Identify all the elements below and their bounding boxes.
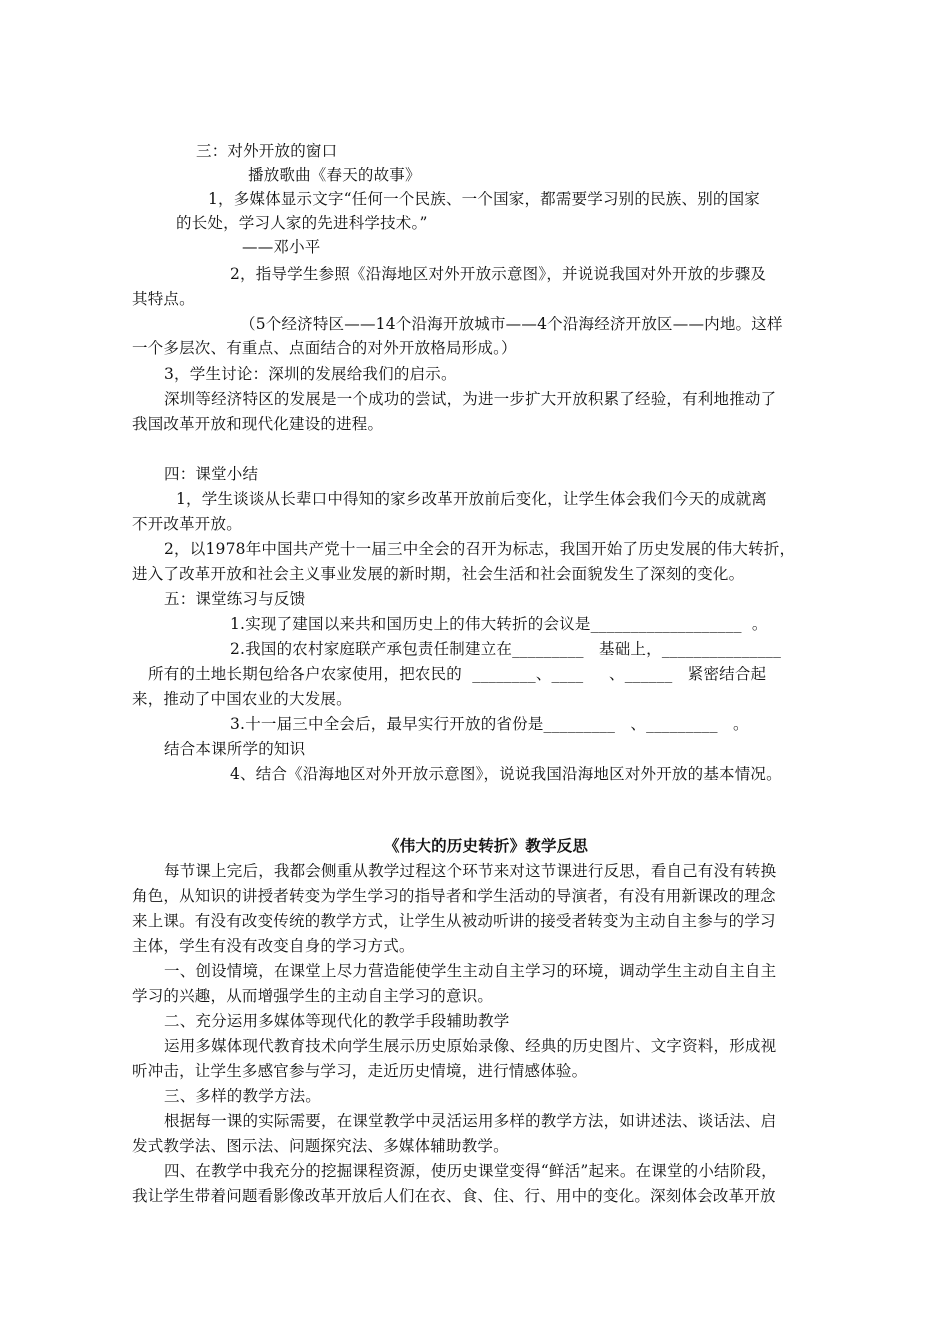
section4-item1-line1: 1，学生谈谈从长辈口中得知的家乡改革开放前后变化，让学生体会我们今天的成就离 [176, 490, 767, 508]
section3-conclusion-line1: 深圳等经济特区的发展是一个成功的尝试，为进一步扩大开放积累了经验，有利地推动了 [164, 390, 777, 408]
reflection-p6-line2: 发式教学法、图示法、问题探究法、多媒体辅助教学。 [132, 1137, 509, 1155]
reflection-p5: 三、多样的教学方法。 [164, 1087, 322, 1105]
section3-conclusion-line2: 我国改革开放和现代化建设的进程。 [132, 415, 384, 433]
section3-attribution: ——邓小平 [242, 238, 321, 256]
section3-item1-line1: 1，多媒体显示文字“任何一个民族、一个国家，都需要学习别的民族、别的国家 [208, 190, 760, 208]
exercise-q3: 3.十一届三中全会后，最早实行开放的省份是_________ 、_________ 。 [230, 715, 749, 733]
reflection-p7-line1: 四、在教学中我充分的挖掘课程资源，使历史课堂变得“鲜活”起来。在课堂的小结阶段， [164, 1162, 777, 1180]
section4-item2-line1: 2，以1978年中国共产党十一届三中全会的召开为标志，我国开始了历史发展的伟大转折， [164, 540, 796, 558]
exercise-q4: 4、结合《沿海地区对外开放示意图》，说说我国沿海地区对外开放的基本情况。 [230, 765, 782, 783]
reflection-p4-line2: 听冲击，让学生多感官参与学习，走近历史情境，进行情感体验。 [132, 1062, 588, 1080]
section4-title: 四：课堂小结 [164, 465, 259, 483]
section4-item1-line2: 不开改革开放。 [132, 515, 242, 533]
exercise-q2-line1: 2.我国的农村家庭联产承包责任制建立在_________ 基础上，_______________ [230, 640, 782, 658]
section3-item2-line2: 其特点。 [132, 290, 195, 308]
section3-note-line2: 一个多层次、有重点、点面结合的对外开放格局形成。） [132, 339, 517, 357]
section3-title: 三：对外开放的窗口 [196, 142, 338, 160]
reflection-p1-line3: 来上课。有没有改变传统的教学方式，让学生从被动听讲的接受者转变为主动自主参与的学习 [132, 912, 776, 930]
reflection-p2-line2: 学习的兴趣，从而增强学生的主动自主学习的意识。 [132, 987, 494, 1005]
section5-title: 五：课堂练习与反馈 [164, 590, 306, 608]
reflection-p1-line1: 每节课上完后，我都会侧重从教学过程这个环节来对这节课进行反思，看自己有没有转换 [164, 862, 777, 880]
reflection-p2-line1: 一、创设情境，在课堂上尽力营造能使学生主动自主学习的环境，调动学生主动自主自主 [164, 962, 777, 980]
reflection-p4-line1: 运用多媒体现代教育技术向学生展示历史原始录像、经典的历史图片、文字资料，形成视 [164, 1037, 777, 1055]
section4-item2-line2: 进入了改革开放和社会主义事业发展的新时期，社会生活和社会面貌发生了深刻的变化。 [132, 565, 745, 583]
reflection-p3: 二、充分运用多媒体等现代化的教学手段辅助教学 [164, 1012, 510, 1030]
reflection-title: 《伟大的历史转折》教学反思 [384, 836, 589, 855]
exercise-q2-line2: 所有的土地长期包给各户农家使用，把农民的 ________、____ 、______ 紧密结合起 [148, 665, 767, 683]
reflection-p7-line2: 我让学生带着问题看影像改革开放后人们在衣、食、住、行、用中的变化。深刻体会改革开放 [132, 1187, 776, 1205]
exercise-q2-line3: 来，推动了中国农业的大发展。 [132, 690, 352, 708]
section3-item2-line1: 2，指导学生参照《沿海地区对外开放示意图》，并说说我国对外开放的步骤及 [230, 265, 767, 283]
exercise-lead: 结合本课所学的知识 [164, 740, 306, 758]
reflection-p6-line1: 根据每一课的实际需要，在课堂教学中灵活运用多样的教学方法，如讲述法、谈话法、启 [164, 1112, 777, 1130]
reflection-p1-line4: 主体，学生有没有改变自身的学习方式。 [132, 937, 415, 955]
section3-item1-line2: 的长处，学习人家的先进科学技术。” [176, 214, 428, 232]
section3-item3: 3，学生讨论：深圳的发展给我们的启示。 [164, 365, 457, 383]
section3-song: 播放歌曲《春天的故事》 [248, 166, 421, 184]
section3-note-line1: （5个经济特区——14个沿海开放城市——4个沿海经济开放区——内地。这样 [240, 315, 783, 333]
reflection-p1-line2: 角色，从知识的讲授者转变为学生学习的指导者和学生活动的导演者，有没有用新课改的理念 [132, 887, 776, 905]
exercise-q1: 1.实现了建国以来共和国历史上的伟大转折的会议是___________________ 。 [230, 615, 768, 633]
